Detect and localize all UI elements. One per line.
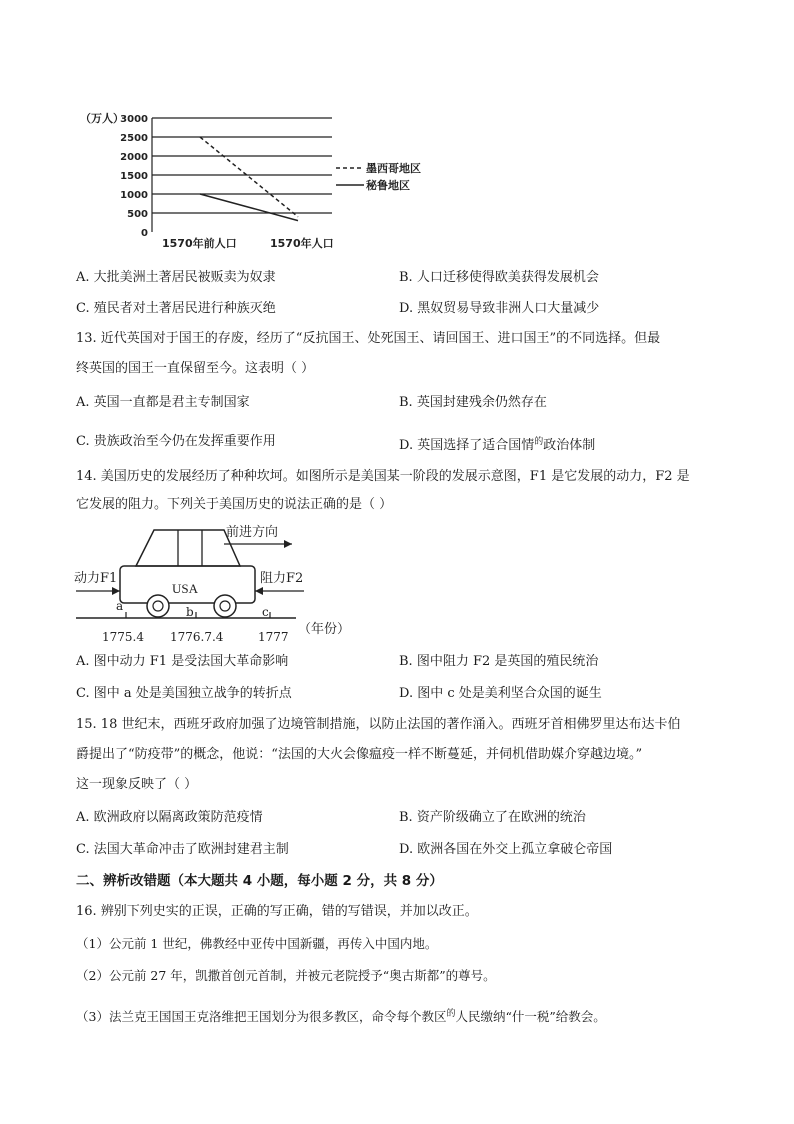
chart-grid	[152, 118, 332, 213]
force1-arrowhead	[112, 587, 120, 595]
mark-c: c	[262, 605, 269, 619]
series-line-mexico	[200, 137, 298, 217]
force2-label: 阻力F2	[260, 571, 304, 586]
q15-stem-cont2: 这一现象反映了（ ）	[76, 777, 198, 792]
series-lines	[200, 137, 298, 221]
q16-item-3-text: （3）法兰克王国国王克洛维把王国划分为很多教区，命令每个教区	[76, 1009, 447, 1024]
usa-car-diagram	[74, 520, 374, 645]
direction-arrowhead	[284, 540, 292, 548]
direction-label: 前进方向	[226, 525, 279, 540]
q15-stem: 15. 18 世纪末，西班牙政府加强了边境管制措施，以防止法国的著作涌入。西班牙首相佛罗里达布达卡伯	[76, 717, 681, 732]
mark-a: a	[116, 599, 124, 613]
q12-option-d: D. 黑奴贸易导致非洲人口大量减少	[399, 301, 600, 316]
y-tick-label: 3000	[120, 114, 148, 125]
car-wheel	[214, 595, 236, 617]
legend-label: 秘鲁地区	[366, 179, 410, 192]
q16-item-2: （2）公元前 27 年，凯撒首创元首制，并被元老院授予“奥古斯都”的尊号。	[76, 968, 496, 983]
car-label: USA	[172, 581, 199, 596]
legend-label: 墨西哥地区	[366, 162, 421, 175]
q16-item-3	[76, 1005, 736, 1026]
q14-option-a: A. 图中动力 F1 是受法国大革命影响	[76, 654, 289, 669]
q16-item-3-de: 的	[446, 1009, 456, 1019]
q13-option-d-text: D. 英国选择了适合国情	[399, 438, 535, 453]
series-line-peru	[200, 194, 298, 221]
q13-option-a: A. 英国一直都是君主专制国家	[76, 395, 250, 410]
q14-option-c: C. 图中 a 处是美国独立战争的转折点	[76, 686, 292, 701]
population-line-chart	[74, 102, 454, 252]
q16-item-1: （1）公元前 1 世纪，佛教经中亚传中国新疆，再传入中国内地。	[76, 936, 438, 951]
y-unit-label: （万人）	[80, 112, 124, 125]
q12-option-b: B. 人口迁移使得欧美获得发展机会	[399, 270, 599, 285]
force2-arrowhead	[255, 587, 263, 595]
q15-option-d: D. 欧洲各国在外交上孤立拿破仑帝国	[399, 842, 613, 857]
section2-heading: 二、辨析改错题（本大题共 4 小题，每小题 2 分，共 8 分）	[76, 873, 443, 889]
q13-option-d	[399, 433, 595, 455]
timeline-unit: （年份）	[298, 622, 351, 637]
x-tick-label: 1570年前人口	[162, 237, 237, 250]
q13-option-c: C. 贵族政治至今仍在发挥重要作用	[76, 434, 276, 449]
q13-option-d-tail: 政治体制	[543, 438, 596, 453]
mark-b: b	[186, 605, 194, 619]
q14-stem-cont: 它发展的阻力。下列关于美国历史的说法正确的是（ ）	[76, 497, 393, 512]
q15-stem-cont: 爵提出了“防疫带”的概念，他说：“法国的大火会像瘟疫一样不断蔓延，并伺机借助媒介穿越边境。”	[76, 747, 643, 762]
q13-stem-cont: 终英国的国王一直保留至今。这表明（ ）	[76, 361, 315, 376]
car-wheel	[147, 595, 169, 617]
q15-option-b: B. 资产阶级确立了在欧洲的统治	[399, 810, 586, 825]
q13-option-d-de: 的	[534, 437, 544, 447]
q14-stem: 14. 美国历史的发展经历了种种坎坷。如图所示是美国某一阶段的发展示意图，F1 是它发展的动力，F2 是	[76, 469, 690, 484]
chart-legend	[336, 161, 421, 192]
q14-option-b: B. 图中阻力 F2 是英国的殖民统治	[399, 654, 599, 669]
y-tick-label: 1000	[120, 190, 148, 201]
y-tick-label: 500	[127, 209, 148, 220]
date-label: 1777	[258, 630, 289, 644]
q14-option-d: D. 图中 c 处是美利坚合众国的诞生	[399, 686, 602, 701]
y-tick-labels	[120, 114, 148, 239]
q13-stem: 13. 近代英国对于国王的存废，经历了“反抗国王、处死国王、请回国王、进口国王”的不同选择。但最	[76, 331, 661, 346]
x-tick-label: 1570年人口	[270, 237, 334, 250]
q15-option-c: C. 法国大革命冲击了欧洲封建君主制	[76, 842, 289, 857]
date-label: 1776.7.4	[170, 630, 224, 644]
q13-option-b: B. 英国封建残余仍然存在	[399, 395, 547, 410]
y-tick-label: 0	[141, 228, 148, 239]
q16-stem: 16. 辨别下列史实的正误，正确的写正确，错的写错误，并加以改正。	[76, 904, 478, 919]
date-label: 1775.4	[102, 630, 144, 644]
car-cabin	[136, 530, 240, 566]
q12-option-c: C. 殖民者对土著居民进行种族灭绝	[76, 301, 276, 316]
y-tick-label: 1500	[120, 171, 148, 182]
q16-item-3-tail: 人民缴纳“什一税”给教会。	[455, 1009, 606, 1024]
y-tick-label: 2500	[120, 133, 148, 144]
q15-option-a: A. 欧洲政府以隔离政策防范疫情	[76, 810, 263, 825]
y-tick-label: 2000	[120, 152, 148, 163]
q12-option-a: A. 大批美洲土著居民被贩卖为奴隶	[76, 270, 276, 285]
force1-label: 动力F1	[74, 571, 118, 586]
